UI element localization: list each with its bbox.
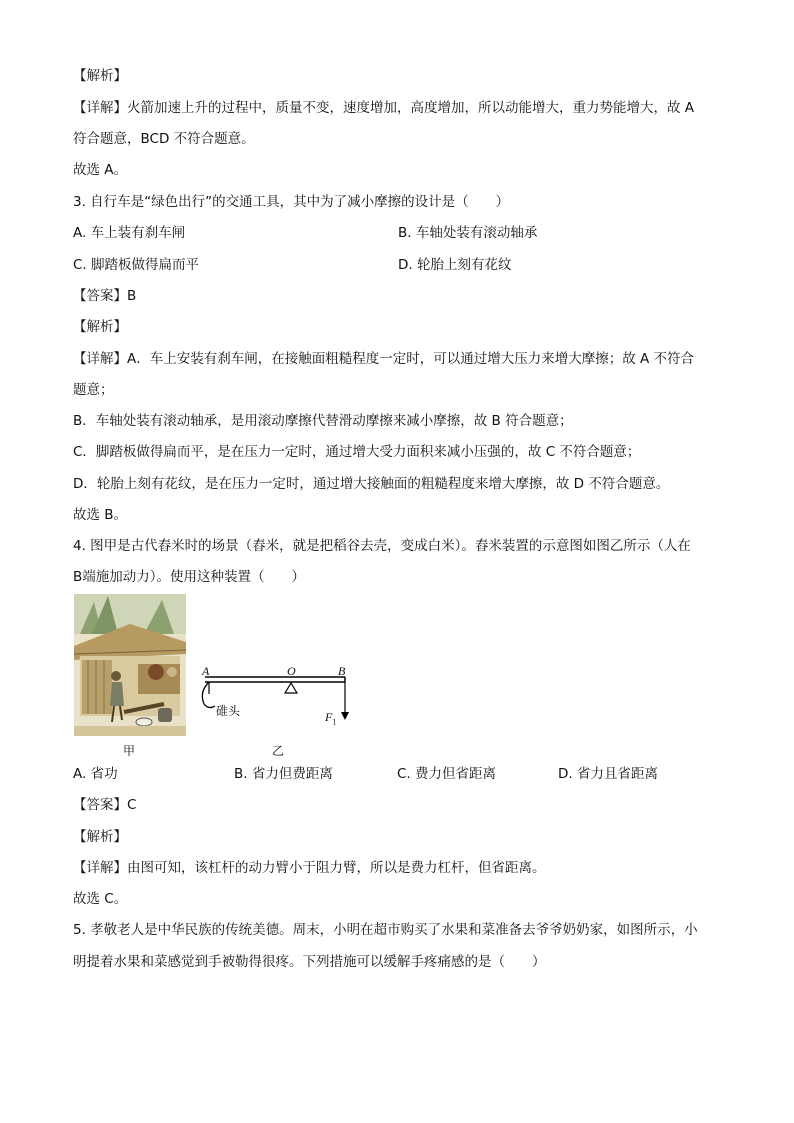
question-4: 4. 图甲是古代舂米时的场景（舂米，就是把稻谷去壳，变成白米）。舂米装置的示意图如图乙所示（人在: [73, 538, 691, 554]
q4-option-c: C. 费力但省距离: [397, 766, 497, 782]
explanation-line: 【详解】火箭加速上升的过程中，质量不变，速度增加，高度增加，所以动能增大，重力势能增大，故 A: [73, 100, 695, 116]
label-force-f1: $F_1$: [325, 710, 337, 727]
q4-option-d: D. 省力且省距离: [558, 766, 658, 782]
q3-option-a: A. 车上装有刹车闸: [73, 225, 186, 241]
analysis-heading: 【解析】: [73, 319, 127, 335]
explanation-line: C．脚踏板做得扁而平，是在压力一定时，通过增大受力面积来减小压强的，故 C 不符合题意；: [73, 444, 641, 460]
explanation-line: D．轮胎上刻有花纹，是在压力一定时，通过增大接触面的粗糙程度来增大摩擦，故 D 不符合题意。: [73, 476, 670, 492]
caption-yi: 乙: [272, 744, 285, 758]
label-pestle-head: 碓头: [216, 704, 241, 718]
choice-line: 故选 B。: [73, 507, 128, 523]
label-point-b: B: [338, 664, 346, 678]
rice-pounding-illustration: [74, 594, 186, 736]
analysis-heading: 【解析】: [73, 68, 127, 84]
question-5-cont: 明提着水果和菜感觉到手被勒得很疼。下列措施可以缓解手疼痛感的是（ ）: [73, 954, 546, 970]
q3-option-c: C. 脚踏板做得扁而平: [73, 257, 200, 273]
choice-line: 故选 A。: [73, 162, 128, 178]
explanation-line: 符合题意，BCD 不符合题意。: [73, 131, 255, 147]
q3-option-d: D. 轮胎上刻有花纹: [398, 257, 512, 273]
q3-option-b: B. 车轴处装有滚动轴承: [398, 225, 538, 241]
question-4-cont: B端施加动力）。使用这种装置（ ）: [73, 569, 306, 585]
explanation-line: 【详解】由图可知，该杠杆的动力臂小于阻力臂，所以是费力杠杆，但省距离。: [73, 860, 546, 876]
answer-4: 【答案】C: [73, 797, 137, 813]
choice-line: 故选 C。: [73, 891, 128, 907]
q4-option-b: B. 省力但费距离: [234, 766, 333, 782]
question-5: 5. 孝敬老人是中华民族的传统美德。周末，小明在超市购买了水果和菜准备去爷爷奶奶家，如图所示，小: [73, 922, 698, 938]
label-fulcrum-o: O: [287, 664, 296, 678]
answer-3: 【答案】B: [73, 288, 137, 304]
question-3: 3. 自行车是“绿色出行”的交通工具，其中为了减小摩擦的设计是（ ）: [73, 194, 510, 210]
explanation-line: 题意；: [73, 382, 114, 398]
q4-option-a: A. 省功: [73, 766, 118, 782]
caption-jia: 甲: [123, 744, 136, 758]
analysis-heading: 【解析】: [73, 829, 127, 845]
label-point-a: A: [202, 664, 210, 678]
explanation-line: B．车轴处装有滚动轴承，是用滚动摩擦代替滑动摩擦来减小摩擦，故 B 符合题意；: [73, 413, 573, 429]
explanation-line: 【详解】A．车上安装有刹车闸，在接触面粗糙程度一定时，可以通过增大压力来增大摩擦；故 A 不符合: [73, 351, 695, 367]
